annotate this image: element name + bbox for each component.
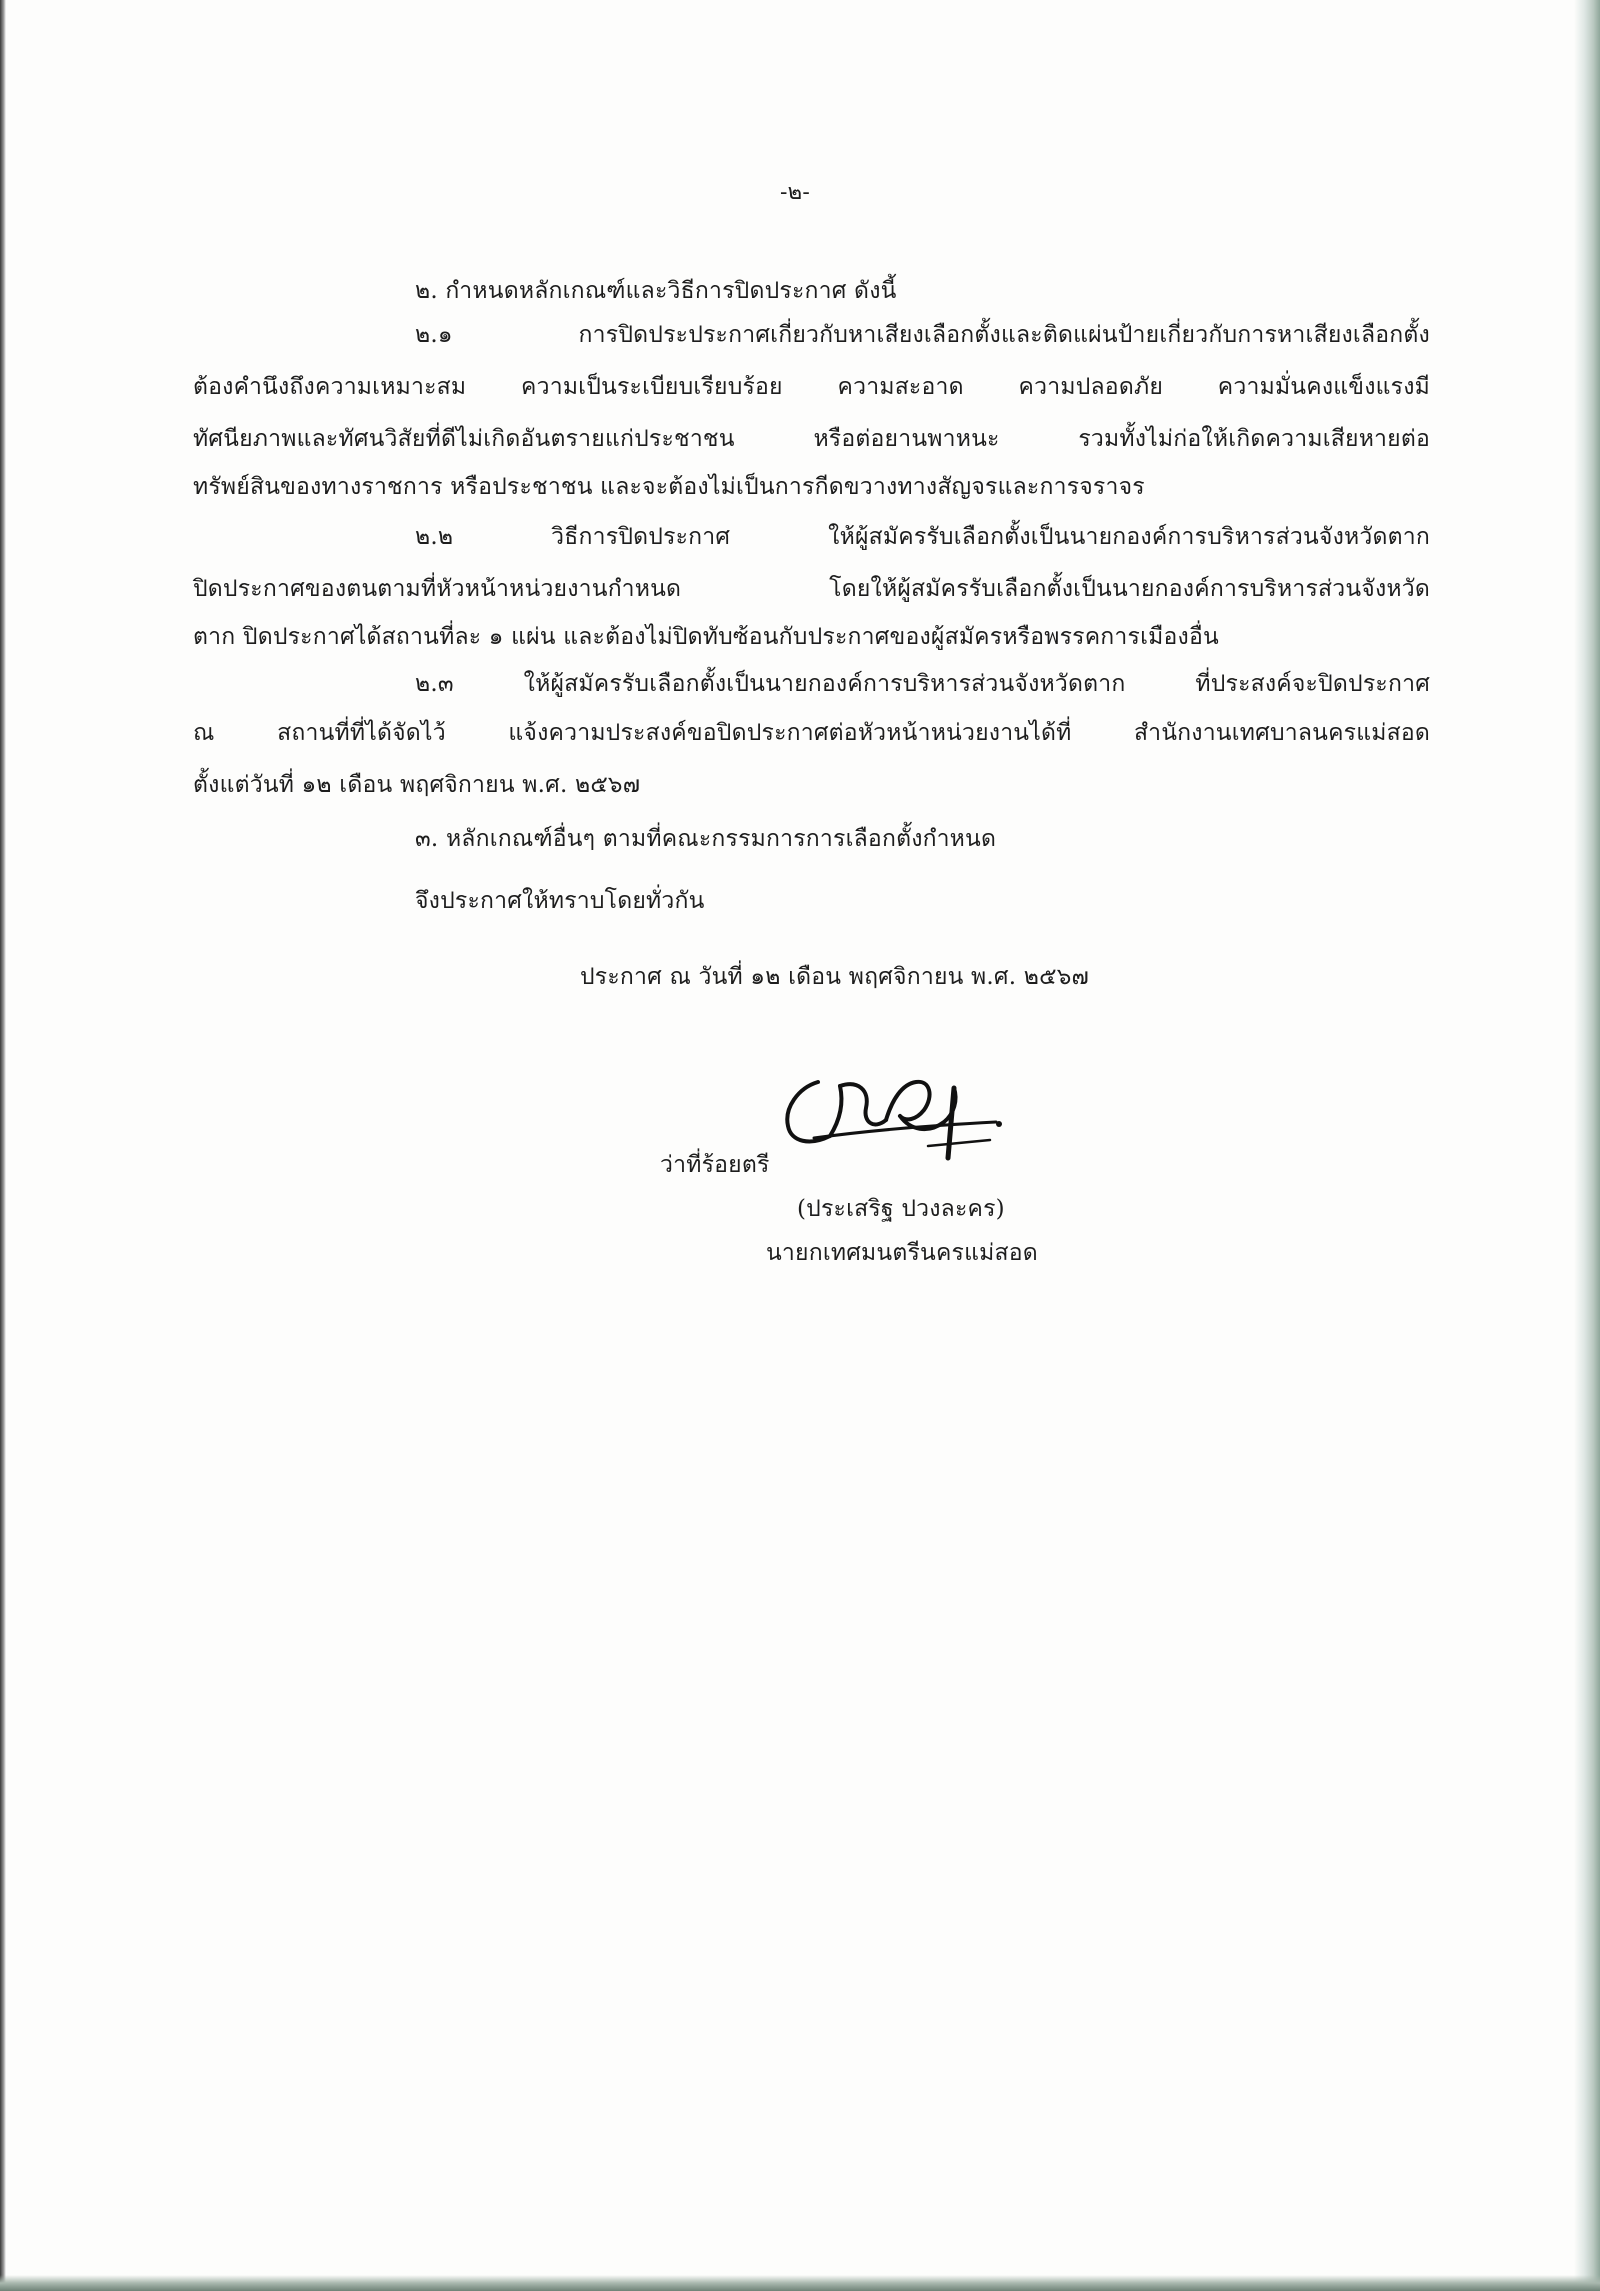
handwritten-signature <box>778 1060 1008 1175</box>
announcement-date: ประกาศ ณ วันที่ ๑๒ เดือน พฤศจิกายน พ.ศ. ๒๕๖๗ <box>580 964 1090 990</box>
scan-edge-right <box>1574 0 1600 2291</box>
section-2-heading: ๒. กำหนดหลักเกณฑ์และวิธีการปิดประกาศ ดังนี้ <box>415 278 897 304</box>
item-2-1-line-4: ทรัพย์สินของทางราชการ หรือประชาชน และจะต้องไม่เป็นการกีดขวางทางสัญจรและการจราจร <box>193 474 1145 500</box>
scan-edge-left <box>0 0 6 2291</box>
item-2-1-line-2: ต้องคำนึงถึงความเหมาะสม ความเป็นระเบียบเรียบร้อย ความสะอาด ความปลอดภัย ความมั่นคงแข็งแรงมี <box>193 374 1430 400</box>
scan-edge-bottom <box>0 2275 1600 2291</box>
closing-statement: จึงประกาศให้ทราบโดยทั่วกัน <box>415 888 705 914</box>
item-2-2-line-1: ๒.๒ วิธีการปิดประกาศ ให้ผู้สมัครรับเลือกตั้งเป็นนายกองค์การบริหารส่วนจังหวัดตาก <box>415 524 1430 550</box>
item-2-3-line-2: ณ สถานที่ที่ได้จัดไว้ แจ้งความประสงค์ขอปิดประกาศต่อหัวหน้าหน่วยงานได้ที่ สำนักงานเทศบาลนครแม่สอด <box>193 720 1430 746</box>
item-2-2-line-3: ตาก ปิดประกาศได้สถานที่ละ ๑ แผ่น และต้องไม่ปิดทับซ้อนกับประกาศของผู้สมัครหรือพรรคการเมืองอื่น <box>193 624 1219 650</box>
signer-position: นายกเทศมนตรีนครแม่สอด <box>766 1240 1038 1266</box>
section-3: ๓. หลักเกณฑ์อื่นๆ ตามที่คณะกรรมการการเลือกตั้งกำหนด <box>415 826 997 852</box>
item-2-3-line-1: ๒.๓ ให้ผู้สมัครรับเลือกตั้งเป็นนายกองค์การบริหารส่วนจังหวัดตาก ที่ประสงค์จะปิดประกาศ <box>415 671 1430 697</box>
signer-name: (ประเสริฐ ปวงละคร) <box>797 1196 1005 1222</box>
item-2-1-line-1: ๒.๑ การปิดประประกาศเกี่ยวกับหาเสียงเลือกตั้งและติดแผ่นป้ายเกี่ยวกับการหาเสียงเลือกตั้ง <box>415 322 1430 348</box>
signer-rank: ว่าที่ร้อยตรี <box>660 1152 770 1178</box>
item-2-3-line-3: ตั้งแต่วันที่ ๑๒ เดือน พฤศจิกายน พ.ศ. ๒๕๖๗ <box>193 772 641 798</box>
page-number: -๒- <box>780 180 810 205</box>
item-2-2-line-2: ปิดประกาศของตนตามที่หัวหน้าหน่วยงานกำหนด โดยให้ผู้สมัครรับเลือกตั้งเป็นนายกองค์การบริหารส่วนจังหวัด <box>193 576 1430 602</box>
item-2-1-line-3: ทัศนียภาพและทัศนวิสัยที่ดีไม่เกิดอันตรายแก่ประชาชน หรือต่อยานพาหนะ รวมทั้งไม่ก่อให้เกิดความเสียหายต่อ <box>193 426 1430 452</box>
